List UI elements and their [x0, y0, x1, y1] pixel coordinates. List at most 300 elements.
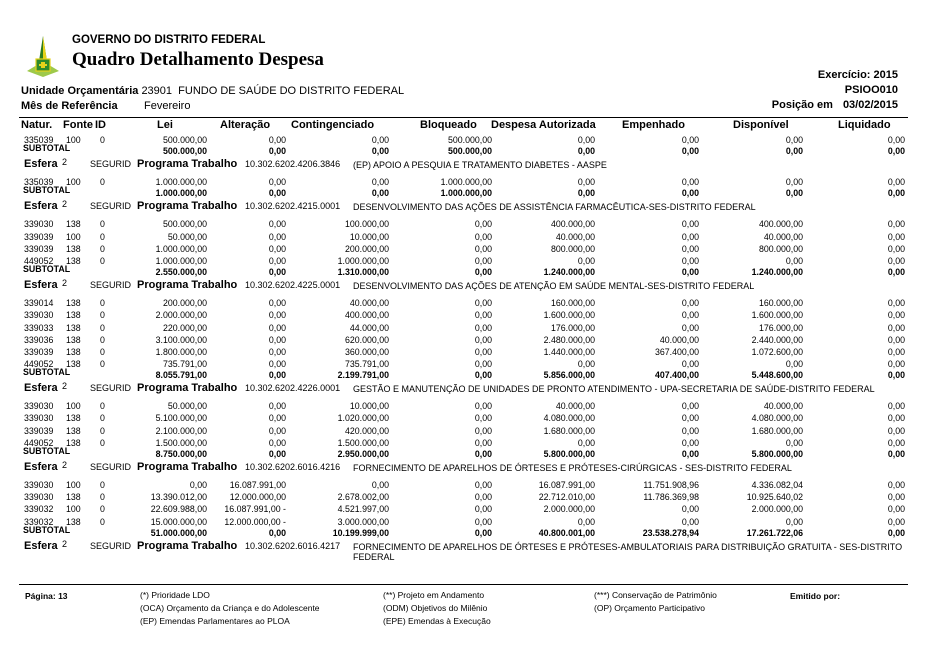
esfera-header [0, 460, 943, 475]
subtotal-liquidado: 0,00 [887, 146, 905, 157]
cell-disponivel: 0,00 [785, 516, 803, 527]
mes-label: Mês de Referência [21, 100, 118, 112]
cell-disponivel: 400.000,00 [758, 219, 803, 230]
spacer [0, 565, 943, 569]
cell-empenhado: 0,00 [681, 219, 699, 230]
cell-contingenciado: 0,00 [371, 177, 389, 188]
subtotal-liquidado: 0,00 [887, 449, 905, 459]
cell-natur: 339030 [24, 492, 54, 503]
cell-lei: 500.000,00 [162, 135, 207, 145]
programa-code: 10.302.6202.6016.4217 [245, 540, 341, 551]
cell-liquidado: 0,00 [887, 492, 905, 503]
subtotal-alteracao: 0,00 [268, 146, 286, 157]
cell-despesa-autorizada: 2.000.000,00 [543, 504, 595, 515]
cell-contingenciado: 620.000,00 [344, 334, 389, 345]
cell-alteracao: 0,00 [268, 255, 286, 266]
cell-despesa-autorizada: 1.440.000,00 [543, 346, 595, 357]
cell-lei: 1.000.000,00 [155, 177, 207, 188]
subtotal-alteracao: 0,00 [268, 370, 286, 381]
cell-disponivel: 0,00 [785, 177, 803, 188]
programa-description: DESENVOLVIMENTO DAS AÇÕES DE ASSISTÊNCIA FARMACÊUTICA-SES-DISTRITO FEDERAL [353, 202, 756, 213]
cell-alteracao: 0,00 [268, 298, 286, 309]
programa-code: 10.302.6202.4225.0001 [245, 280, 341, 291]
table-row [0, 243, 943, 255]
cell-empenhado: 0,00 [681, 425, 699, 436]
esfera-number: 2 [62, 157, 68, 168]
cell-fonte: 138 [66, 516, 81, 527]
cell-bloqueado: 0,00 [474, 492, 492, 503]
cell-alteracao: 12.000.000,00 [229, 492, 286, 503]
esfera-header [0, 381, 943, 396]
subtotal-label: SUBTOTAL [23, 524, 71, 535]
cell-bloqueado: 0,00 [474, 359, 492, 370]
cell-disponivel: 0,00 [785, 437, 803, 448]
cell-bloqueado: 0,00 [474, 298, 492, 309]
cell-empenhado: 0,00 [681, 135, 699, 145]
subtotal-bloqueado: 500.000,00 [447, 146, 492, 157]
cell-natur: 339032 [24, 516, 54, 527]
cell-contingenciado: 40.000,00 [349, 298, 389, 309]
subtotal-disponivel: 0,00 [785, 188, 803, 199]
subtotal-bloqueado: 0,00 [474, 370, 492, 381]
legend-item: (*) Prioridade LDO [140, 590, 210, 600]
cell-id: 0 [100, 504, 105, 515]
subtotal-empenhado: 23.538.278,94 [642, 527, 699, 538]
cell-alteracao: 0,00 [268, 322, 286, 333]
cell-lei: 735.791,00 [162, 359, 207, 370]
cell-despesa-autorizada: 0,00 [577, 359, 595, 370]
cell-id: 0 [100, 480, 105, 490]
cell-despesa-autorizada: 0,00 [577, 437, 595, 448]
programa-description: (EP) APOIO A PESQUIA E TRATAMENTO DIABETES - AASPE [353, 160, 607, 171]
header-divider [19, 117, 908, 118]
subtotal-disponivel: 0,00 [785, 146, 803, 157]
cell-disponivel: 0,00 [785, 359, 803, 370]
cell-alteracao: 16.087.991,00 [229, 480, 286, 490]
col-natur: Natur. [21, 119, 53, 131]
cell-disponivel: 2.000.000,00 [751, 504, 803, 515]
cell-disponivel: 1.680.000,00 [751, 425, 803, 436]
cell-id: 0 [100, 177, 105, 188]
programa-trabalho-label: Programa Trabalho [137, 539, 238, 552]
cell-id: 0 [100, 310, 105, 321]
cell-id: 0 [100, 298, 105, 309]
cell-liquidado: 0,00 [887, 504, 905, 515]
cell-bloqueado: 0,00 [474, 334, 492, 345]
esfera-header [0, 278, 943, 293]
cell-natur: 449052 [24, 437, 54, 448]
cell-liquidado: 0,00 [887, 322, 905, 333]
emitido-por-label: Emitido por: [790, 591, 841, 601]
cell-despesa-autorizada: 800.000,00 [550, 243, 595, 254]
cell-contingenciado: 420.000,00 [344, 425, 389, 436]
subtotal-despesa-autorizada: 5.856.000,00 [543, 370, 595, 381]
subtotal-empenhado: 407.400,00 [654, 370, 699, 381]
cell-contingenciado: 3.000.000,00 [337, 516, 389, 527]
cell-natur: 339033 [24, 322, 54, 333]
unidade-code: 23901 [141, 85, 173, 97]
unidade-orcamentaria [21, 85, 404, 97]
cell-contingenciado: 4.521.997,00 [337, 504, 389, 515]
cell-empenhado: 0,00 [681, 243, 699, 254]
cell-empenhado: 0,00 [681, 413, 699, 424]
cell-contingenciado: 1.020.000,00 [337, 413, 389, 424]
cell-alteracao: 0,00 [268, 346, 286, 357]
cell-fonte: 138 [66, 346, 81, 357]
subtotal-alteracao: 0,00 [268, 449, 286, 459]
cell-alteracao: 0,00 [268, 359, 286, 370]
cell-lei: 1.000.000,00 [155, 255, 207, 266]
cell-liquidado: 0,00 [887, 231, 905, 242]
cell-empenhado: 40.000,00 [659, 334, 699, 345]
table-row [0, 479, 943, 491]
subtotal-label: SUBTOTAL [23, 143, 71, 154]
cell-empenhado: 0,00 [681, 298, 699, 309]
cell-id: 0 [100, 255, 105, 266]
cell-disponivel: 10.925.640,02 [746, 492, 803, 503]
legend-item: (OP) Orçamento Participativo [594, 603, 706, 613]
esfera-label: Esfera [24, 461, 58, 473]
cell-contingenciado: 1.500.000,00 [337, 437, 389, 448]
cell-natur: 339030 [24, 480, 54, 490]
cell-alteracao: 16.087.991,00 - [224, 504, 286, 515]
cell-contingenciado: 0,00 [371, 135, 389, 145]
subtotal-lei: 51.000.000,00 [150, 527, 207, 538]
cell-disponivel: 1.072.600,00 [751, 346, 803, 357]
cell-bloqueado: 0,00 [474, 231, 492, 242]
cell-id: 0 [100, 243, 105, 254]
cell-lei: 13.390.012,00 [150, 492, 207, 503]
cell-liquidado: 0,00 [887, 437, 905, 448]
cell-id: 0 [100, 135, 105, 145]
cell-bloqueado: 1.000.000,00 [440, 177, 492, 188]
posicao-date: 03/02/2015 [842, 99, 898, 111]
cell-disponivel: 0,00 [785, 255, 803, 266]
legend-item: (ODM) Objetivos do Milênio [383, 603, 488, 613]
posicao [772, 99, 898, 111]
table-row [0, 503, 943, 515]
subtotal-liquidado: 0,00 [887, 527, 905, 538]
org-name: GOVERNO DO DISTRITO FEDERAL [72, 34, 266, 46]
cell-natur: 449052 [24, 359, 54, 370]
esfera-label: Esfera [24, 382, 58, 395]
cell-natur: 339036 [24, 334, 54, 345]
cell-lei: 2.100.000,00 [155, 425, 207, 436]
cell-liquidado: 0,00 [887, 255, 905, 266]
cell-alteracao: 0,00 [268, 135, 286, 145]
subtotal-despesa-autorizada: 0,00 [577, 188, 595, 199]
cell-lei: 5.100.000,00 [155, 413, 207, 424]
cell-bloqueado: 0,00 [474, 322, 492, 333]
esfera-label: Esfera [24, 539, 58, 552]
col-disponivel: Disponível [733, 119, 789, 131]
cell-id: 0 [100, 334, 105, 345]
table-row [0, 425, 943, 437]
cell-liquidado: 0,00 [887, 425, 905, 436]
cell-disponivel: 40.000,00 [763, 231, 803, 242]
subtotal-lei: 500.000,00 [162, 146, 207, 157]
cell-despesa-autorizada: 22.712.010,00 [538, 492, 595, 503]
programa-trabalho-label: Programa Trabalho [137, 200, 238, 213]
col-despesa-autorizada: Despesa Autorizada [491, 119, 596, 131]
cell-natur: 339039 [24, 243, 54, 254]
cell-lei: 50.000,00 [167, 401, 207, 412]
cell-natur: 339039 [24, 231, 54, 242]
cell-contingenciado: 200.000,00 [344, 243, 389, 254]
cell-empenhado: 0,00 [681, 255, 699, 266]
cell-lei: 1.000.000,00 [155, 243, 207, 254]
cell-bloqueado: 0,00 [474, 413, 492, 424]
unidade-name: FUNDO DE SAÚDE DO DISTRITO FEDERAL [178, 85, 405, 97]
segment: SEGURID [90, 462, 132, 472]
cell-empenhado: 0,00 [681, 177, 699, 188]
subtotal-liquidado: 0,00 [887, 267, 905, 278]
report-title: Quadro Detalhamento Despesa [72, 49, 324, 70]
cell-liquidado: 0,00 [887, 401, 905, 412]
subtotal-label: SUBTOTAL [23, 367, 71, 378]
page-indicator [25, 591, 68, 601]
cell-lei: 220.000,00 [162, 322, 207, 333]
segment: SEGURID [90, 540, 132, 551]
subtotal-despesa-autorizada: 40.800.001,00 [538, 527, 595, 538]
cell-liquidado: 0,00 [887, 334, 905, 345]
esfera-number: 2 [62, 460, 68, 470]
cell-alteracao: 0,00 [268, 413, 286, 424]
cell-despesa-autorizada: 40.000,00 [555, 231, 595, 242]
cell-empenhado: 0,00 [681, 310, 699, 321]
mes-referencia [21, 100, 190, 112]
cell-natur: 339014 [24, 298, 54, 309]
subtotal-label: SUBTOTAL [23, 264, 71, 275]
subtotal-bloqueado: 0,00 [474, 449, 492, 459]
report-body [0, 134, 943, 569]
cell-disponivel: 40.000,00 [763, 401, 803, 412]
subtotal-row [0, 143, 943, 157]
subtotal-lei: 8.055.791,00 [155, 370, 207, 381]
table-row [0, 400, 943, 412]
cell-despesa-autorizada: 0,00 [577, 255, 595, 266]
esfera-header [0, 157, 943, 172]
table-row [0, 322, 943, 334]
programa-trabalho-label: Programa Trabalho [137, 382, 238, 395]
cell-lei: 200.000,00 [162, 298, 207, 309]
column-headers [0, 119, 943, 133]
cell-lei: 15.000.000,00 [150, 516, 207, 527]
cell-bloqueado: 0,00 [474, 480, 492, 490]
programa-code: 10.302.6202.6016.4216 [245, 462, 341, 472]
cell-contingenciado: 100.000,00 [344, 219, 389, 230]
cell-id: 0 [100, 413, 105, 424]
col-alteracao: Alteração [220, 119, 271, 131]
segment: SEGURID [90, 159, 132, 170]
cell-natur: 339030 [24, 401, 54, 412]
mes-value: Fevereiro [144, 100, 191, 112]
esfera-label: Esfera [24, 279, 58, 292]
cell-alteracao: 0,00 [268, 243, 286, 254]
segment: SEGURID [90, 383, 132, 394]
footer-divider [19, 584, 908, 585]
subtotal-despesa-autorizada: 5.800.000,00 [543, 449, 595, 459]
cell-bloqueado: 500.000,00 [447, 135, 492, 145]
esfera-label: Esfera [24, 200, 58, 213]
cell-bloqueado: 0,00 [474, 504, 492, 515]
cell-alteracao: 0,00 [268, 401, 286, 412]
cell-fonte: 100 [66, 401, 81, 412]
cell-despesa-autorizada: 1.680.000,00 [543, 425, 595, 436]
esfera-header [0, 539, 943, 565]
subtotal-despesa-autorizada: 1.240.000,00 [543, 267, 595, 278]
gdf-coat-of-arms-icon [25, 35, 61, 79]
cell-natur: 339030 [24, 219, 54, 230]
segment: SEGURID [90, 201, 132, 212]
segment: SEGURID [90, 280, 132, 291]
subtotal-liquidado: 0,00 [887, 188, 905, 199]
programa-description: FORNECIMENTO DE APARELHOS DE ÓRTESES E PRÓTESES-AMBULATORIAIS PARA DISTRIBUIÇÃO GRATUITA - SES-DISTRITO FEDERAL [353, 541, 903, 562]
programa-trabalho-label: Programa Trabalho [137, 279, 238, 292]
table-row [0, 412, 943, 424]
cell-id: 0 [100, 322, 105, 333]
subtotal-row [0, 264, 943, 278]
table-row [0, 346, 943, 358]
cell-fonte: 100 [66, 231, 81, 242]
cell-lei: 500.000,00 [162, 219, 207, 230]
cell-empenhado: 11.751.908,96 [643, 480, 699, 490]
cell-fonte: 138 [66, 437, 81, 448]
cell-bloqueado: 0,00 [474, 516, 492, 527]
table-row [0, 176, 943, 188]
programa-code: 10.302.6202.4226.0001 [245, 383, 341, 394]
cell-disponivel: 4.336.082,04 [751, 480, 803, 490]
cell-empenhado: 0,00 [681, 231, 699, 242]
subtotal-contingenciado: 2.199.791,00 [337, 370, 389, 381]
cell-lei: 1.800.000,00 [155, 346, 207, 357]
cell-natur: 449052 [24, 255, 54, 266]
esfera-label: Esfera [24, 158, 58, 171]
cell-natur: 339039 [24, 425, 54, 436]
cell-liquidado: 0,00 [887, 177, 905, 188]
cell-lei: 2.000.000,00 [155, 310, 207, 321]
subtotal-row [0, 185, 943, 199]
cell-fonte: 100 [66, 504, 81, 515]
cell-lei: 3.100.000,00 [155, 334, 207, 345]
cell-liquidado: 0,00 [887, 219, 905, 230]
cell-contingenciado: 360.000,00 [344, 346, 389, 357]
cell-empenhado: 0,00 [681, 437, 699, 448]
cell-despesa-autorizada: 160.000,00 [550, 298, 595, 309]
cell-id: 0 [100, 219, 105, 230]
subtotal-empenhado: 0,00 [681, 146, 699, 157]
cell-despesa-autorizada: 0,00 [577, 516, 595, 527]
page-label: Página: [25, 591, 56, 601]
subtotal-empenhado: 0,00 [681, 267, 699, 278]
cell-alteracao: 0,00 [268, 177, 286, 188]
cell-despesa-autorizada: 0,00 [577, 135, 595, 145]
cell-empenhado: 367.400,00 [654, 346, 699, 357]
subtotal-despesa-autorizada: 0,00 [577, 146, 595, 157]
cell-fonte: 100 [66, 135, 81, 145]
cell-despesa-autorizada: 1.600.000,00 [543, 310, 595, 321]
cell-fonte: 138 [66, 310, 81, 321]
cell-liquidado: 0,00 [887, 516, 905, 527]
cell-alteracao: 12.000.000,00 - [224, 516, 286, 527]
esfera-number: 2 [62, 381, 68, 392]
cell-liquidado: 0,00 [887, 480, 905, 490]
cell-fonte: 138 [66, 255, 81, 266]
cell-contingenciado: 400.000,00 [344, 310, 389, 321]
cell-fonte: 138 [66, 492, 81, 503]
legend-item: (OCA) Orçamento da Criança e do Adolescente [140, 603, 320, 613]
legend-item: (EP) Emendas Parlamentares ao PLOA [140, 616, 290, 626]
cell-despesa-autorizada: 2.480.000,00 [543, 334, 595, 345]
subtotal-row [0, 524, 943, 539]
cell-natur: 339039 [24, 346, 54, 357]
subtotal-label: SUBTOTAL [23, 446, 71, 456]
report-code: PSIOO010 [844, 84, 898, 96]
cell-fonte: 138 [66, 243, 81, 254]
cell-despesa-autorizada: 400.000,00 [550, 219, 595, 230]
cell-empenhado: 0,00 [681, 401, 699, 412]
cell-fonte: 138 [66, 219, 81, 230]
cell-fonte: 138 [66, 334, 81, 345]
cell-empenhado: 0,00 [681, 359, 699, 370]
subtotal-row [0, 367, 943, 381]
programa-description: FORNECIMENTO DE APARELHOS DE ÓRTESES E PRÓTESES-CIRÚRGICAS - SES-DISTRITO FEDERAL [353, 463, 792, 473]
cell-contingenciado: 10.000,00 [349, 231, 389, 242]
programa-trabalho-label: Programa Trabalho [137, 158, 238, 171]
programa-trabalho-label: Programa Trabalho [137, 461, 238, 473]
cell-fonte: 100 [66, 177, 81, 188]
subtotal-alteracao: 0,00 [268, 188, 286, 199]
subtotal-contingenciado: 2.950.000,00 [337, 449, 389, 459]
table-row [0, 231, 943, 243]
table-row [0, 491, 943, 503]
cell-contingenciado: 10.000,00 [349, 401, 389, 412]
legend-item: (EPE) Emendas à Execução [383, 616, 491, 626]
cell-natur: 339032 [24, 504, 54, 515]
subtotal-alteracao: 0,00 [268, 527, 286, 538]
programa-code: 10.302.6202.4215.0001 [245, 201, 341, 212]
subtotal-contingenciado: 10.199.999,00 [332, 527, 389, 538]
cell-disponivel: 4.080.000,00 [751, 413, 803, 424]
cell-disponivel: 1.600.000,00 [751, 310, 803, 321]
cell-despesa-autorizada: 4.080.000,00 [543, 413, 595, 424]
esfera-number: 2 [62, 199, 68, 210]
col-contingenciado: Contingenciado [291, 119, 375, 131]
legend-col-1 [140, 589, 320, 628]
cell-id: 0 [100, 346, 105, 357]
cell-natur: 339030 [24, 413, 54, 424]
cell-liquidado: 0,00 [887, 243, 905, 254]
legend-col-2 [383, 589, 491, 628]
cell-disponivel: 0,00 [785, 135, 803, 145]
table-row [0, 255, 943, 267]
subtotal-empenhado: 0,00 [681, 449, 699, 459]
cell-despesa-autorizada: 16.087.991,00 [538, 480, 595, 490]
page-number: 13 [58, 591, 68, 601]
table-row [0, 334, 943, 346]
cell-despesa-autorizada: 0,00 [577, 177, 595, 188]
subtotal-row [0, 446, 943, 460]
cell-lei: 50.000,00 [167, 231, 207, 242]
cell-fonte: 138 [66, 359, 81, 370]
cell-id: 0 [100, 401, 105, 412]
cell-natur: 335039 [24, 135, 54, 145]
cell-alteracao: 0,00 [268, 334, 286, 345]
cell-liquidado: 0,00 [887, 346, 905, 357]
table-row [0, 437, 943, 449]
legend-item: (**) Projeto em Andamento [383, 590, 485, 600]
cell-fonte: 138 [66, 322, 81, 333]
